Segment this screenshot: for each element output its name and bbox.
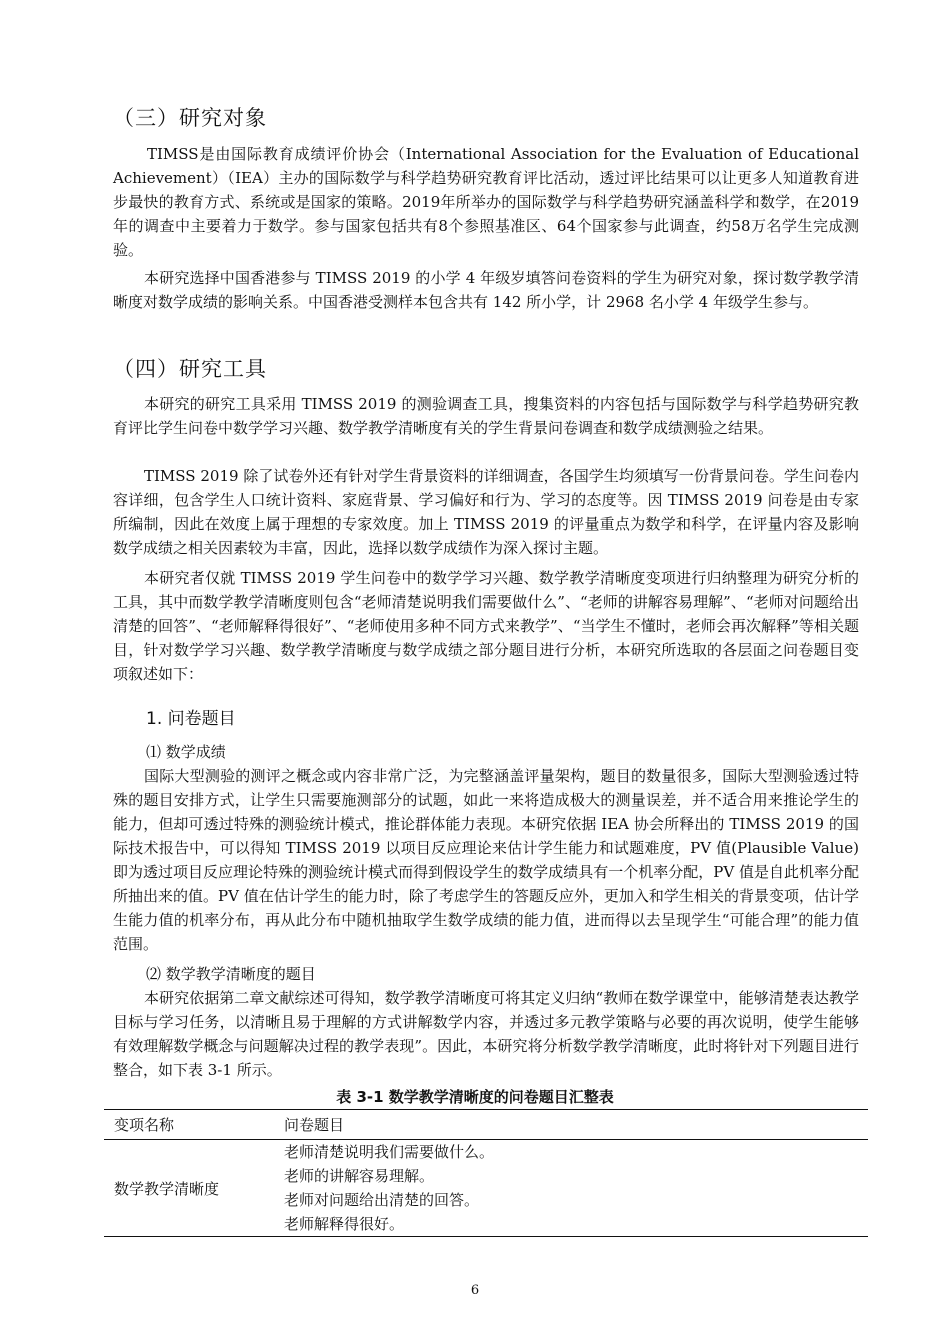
paragraph-tools-3: 本研究者仅就 TIMSS 2019 学生问卷中的数学学习兴趣、数学教学清晰度变项进行归纳整理为研究分析的工具，其中而数学教学清晰度则包含“老师清楚说明我们需要做什么”、“老师的讲解容易理解”、“老师对问题给出清楚的回答”、“老师解释得很好”、“老师使用多种不同方式来教学”、“当学生不懂时，老师会再次解释”等相关题目，针对数学学习兴趣、数学教学清晰度与数学成绩之部分题目进行分析，本研究所选取的各层面之问卷题目变项叙述如下：: [113, 569, 859, 683]
subheading-questionnaire-items: 1. 问卷题目: [146, 709, 236, 729]
paragraph-research-subjects: 本研究选择中国香港参与 TIMSS 2019 的小学 4 年级岁填答问卷资料的学生为研究对象，探讨数学教学清晰度对数学成绩的影响关系。中国香港受测样本包含共有 142 所小学，计 2968 名小学 4 年级学生参与。: [113, 269, 859, 311]
paragraph-tools-1: 本研究的研究工具采用 TIMSS 2019 的测验调查工具，搜集资料的内容包括与国际数学与科学趋势研究教育评比学生问卷中数学学习兴趣、数学教学清晰度有关的学生背景问卷调查和数学成绩测验之结果。: [113, 395, 859, 437]
paragraph-tools-2: TIMSS 2019 除了试卷外还有针对学生背景资料的详细调查，各国学生均须填写一份背景问卷。学生问卷内容详细，包含学生人口统计资料、家庭背景、学习偏好和行为、学习的态度等。因 TIMSS 2019 问卷是由专家所编制，因此在效度上属于理想的专家效度。加上 TIMSS 2019 的评量重点为数学和科学，在评量内容及影响数学成绩之相关因素较为丰富，因此，选择以数学成绩作为深入探讨主题。: [113, 467, 859, 557]
subheading-math-score: ⑴ 数学成绩: [146, 743, 226, 761]
table-cell-items: [284, 1140, 868, 1237]
table-row: [104, 1140, 868, 1237]
paragraph-timss-intro: TIMSS是由国际教育成绩评价协会（International Association for the Evaluation of Educational Achievement）（IEA）主办的国际数学与科学趋势研究教育评比活动，透过评比结果可以让更多人知道教育进步最快的教育方式、系统或是国家的策略。2019年所举办的国际数学与科学趋势研究涵盖科学和数学，在2019年的调查中主要着力于数学。参与国家包括共有8个参照基准区、64个国家参与此调查，约58万名学生完成测验。: [113, 145, 859, 259]
table-caption: 表 3-1 数学教学清晰度的问卷题目汇整表: [336, 1088, 614, 1106]
list-item: 老师对问题给出清楚的回答。: [284, 1191, 480, 1209]
questionnaire-table: [104, 1109, 868, 1237]
table-cell-variable: 数学教学清晰度: [114, 1179, 220, 1198]
subheading-teaching-clarity-items: ⑵ 数学教学清晰度的题目: [146, 965, 316, 983]
list-item: 老师解释得很好。: [284, 1215, 405, 1233]
table-header-row: [104, 1110, 868, 1140]
section-heading-research-subjects: （三）研究对象: [113, 106, 267, 130]
table-header-items: 问卷题目: [284, 1116, 345, 1134]
paragraph-teaching-clarity: 本研究依据第二章文献综述可得知，数学教学清晰度可将其定义归纳“教师在数学课堂中，能够清楚表达教学目标与学习任务，以清晰且易于理解的方式讲解数学内容，并透过多元教学策略与必要的再次说明，使学生能够有效理解数学概念与问题解决过程的教学表现”。因此，本研究将分析数学教学清晰度，此时将针对下列题目进行整合，如下表 3-1 所示。: [113, 989, 859, 1079]
page-number: 6: [470, 1283, 480, 1298]
list-item: 老师的讲解容易理解。: [284, 1167, 435, 1185]
paragraph-math-score: 国际大型测验的测评之概念或内容非常广泛，为完整涵盖评量架构，题目的数量很多，国际大型测验透过特殊的题目安排方式，让学生只需要施测部分的试题，如此一来将造成极大的测量误差，并不适合用来推论学生的能力，但却可透过特殊的测验统计模式，推论群体能力表现。本研究依据 IEA 协会所释出的 TIMSS 2019 的国际技术报告中，可以得知 TIMSS 2019 以项目反应理论来估计学生能力和试题难度，PV 值(Plausible Value)即为透过项目反应理论特殊的测验统计模式而得到假设学生的数学成绩具有一个机率分配，PV 值是自此机率分配所抽出来的值。PV 值在估计学生的能力时，除了考虑学生的答题反应外，更加入和学生相关的背景变项，估计学生能力值的机率分布，再从此分布中随机抽取学生数学成绩的能力值，进而得以去呈现学生“可能合理”的能力值范围。: [113, 767, 859, 953]
list-item: 老师清楚说明我们需要做什么。: [284, 1143, 495, 1161]
table-header-variable: 变项名称: [114, 1116, 175, 1134]
section-heading-research-tools: （四）研究工具: [113, 357, 267, 381]
